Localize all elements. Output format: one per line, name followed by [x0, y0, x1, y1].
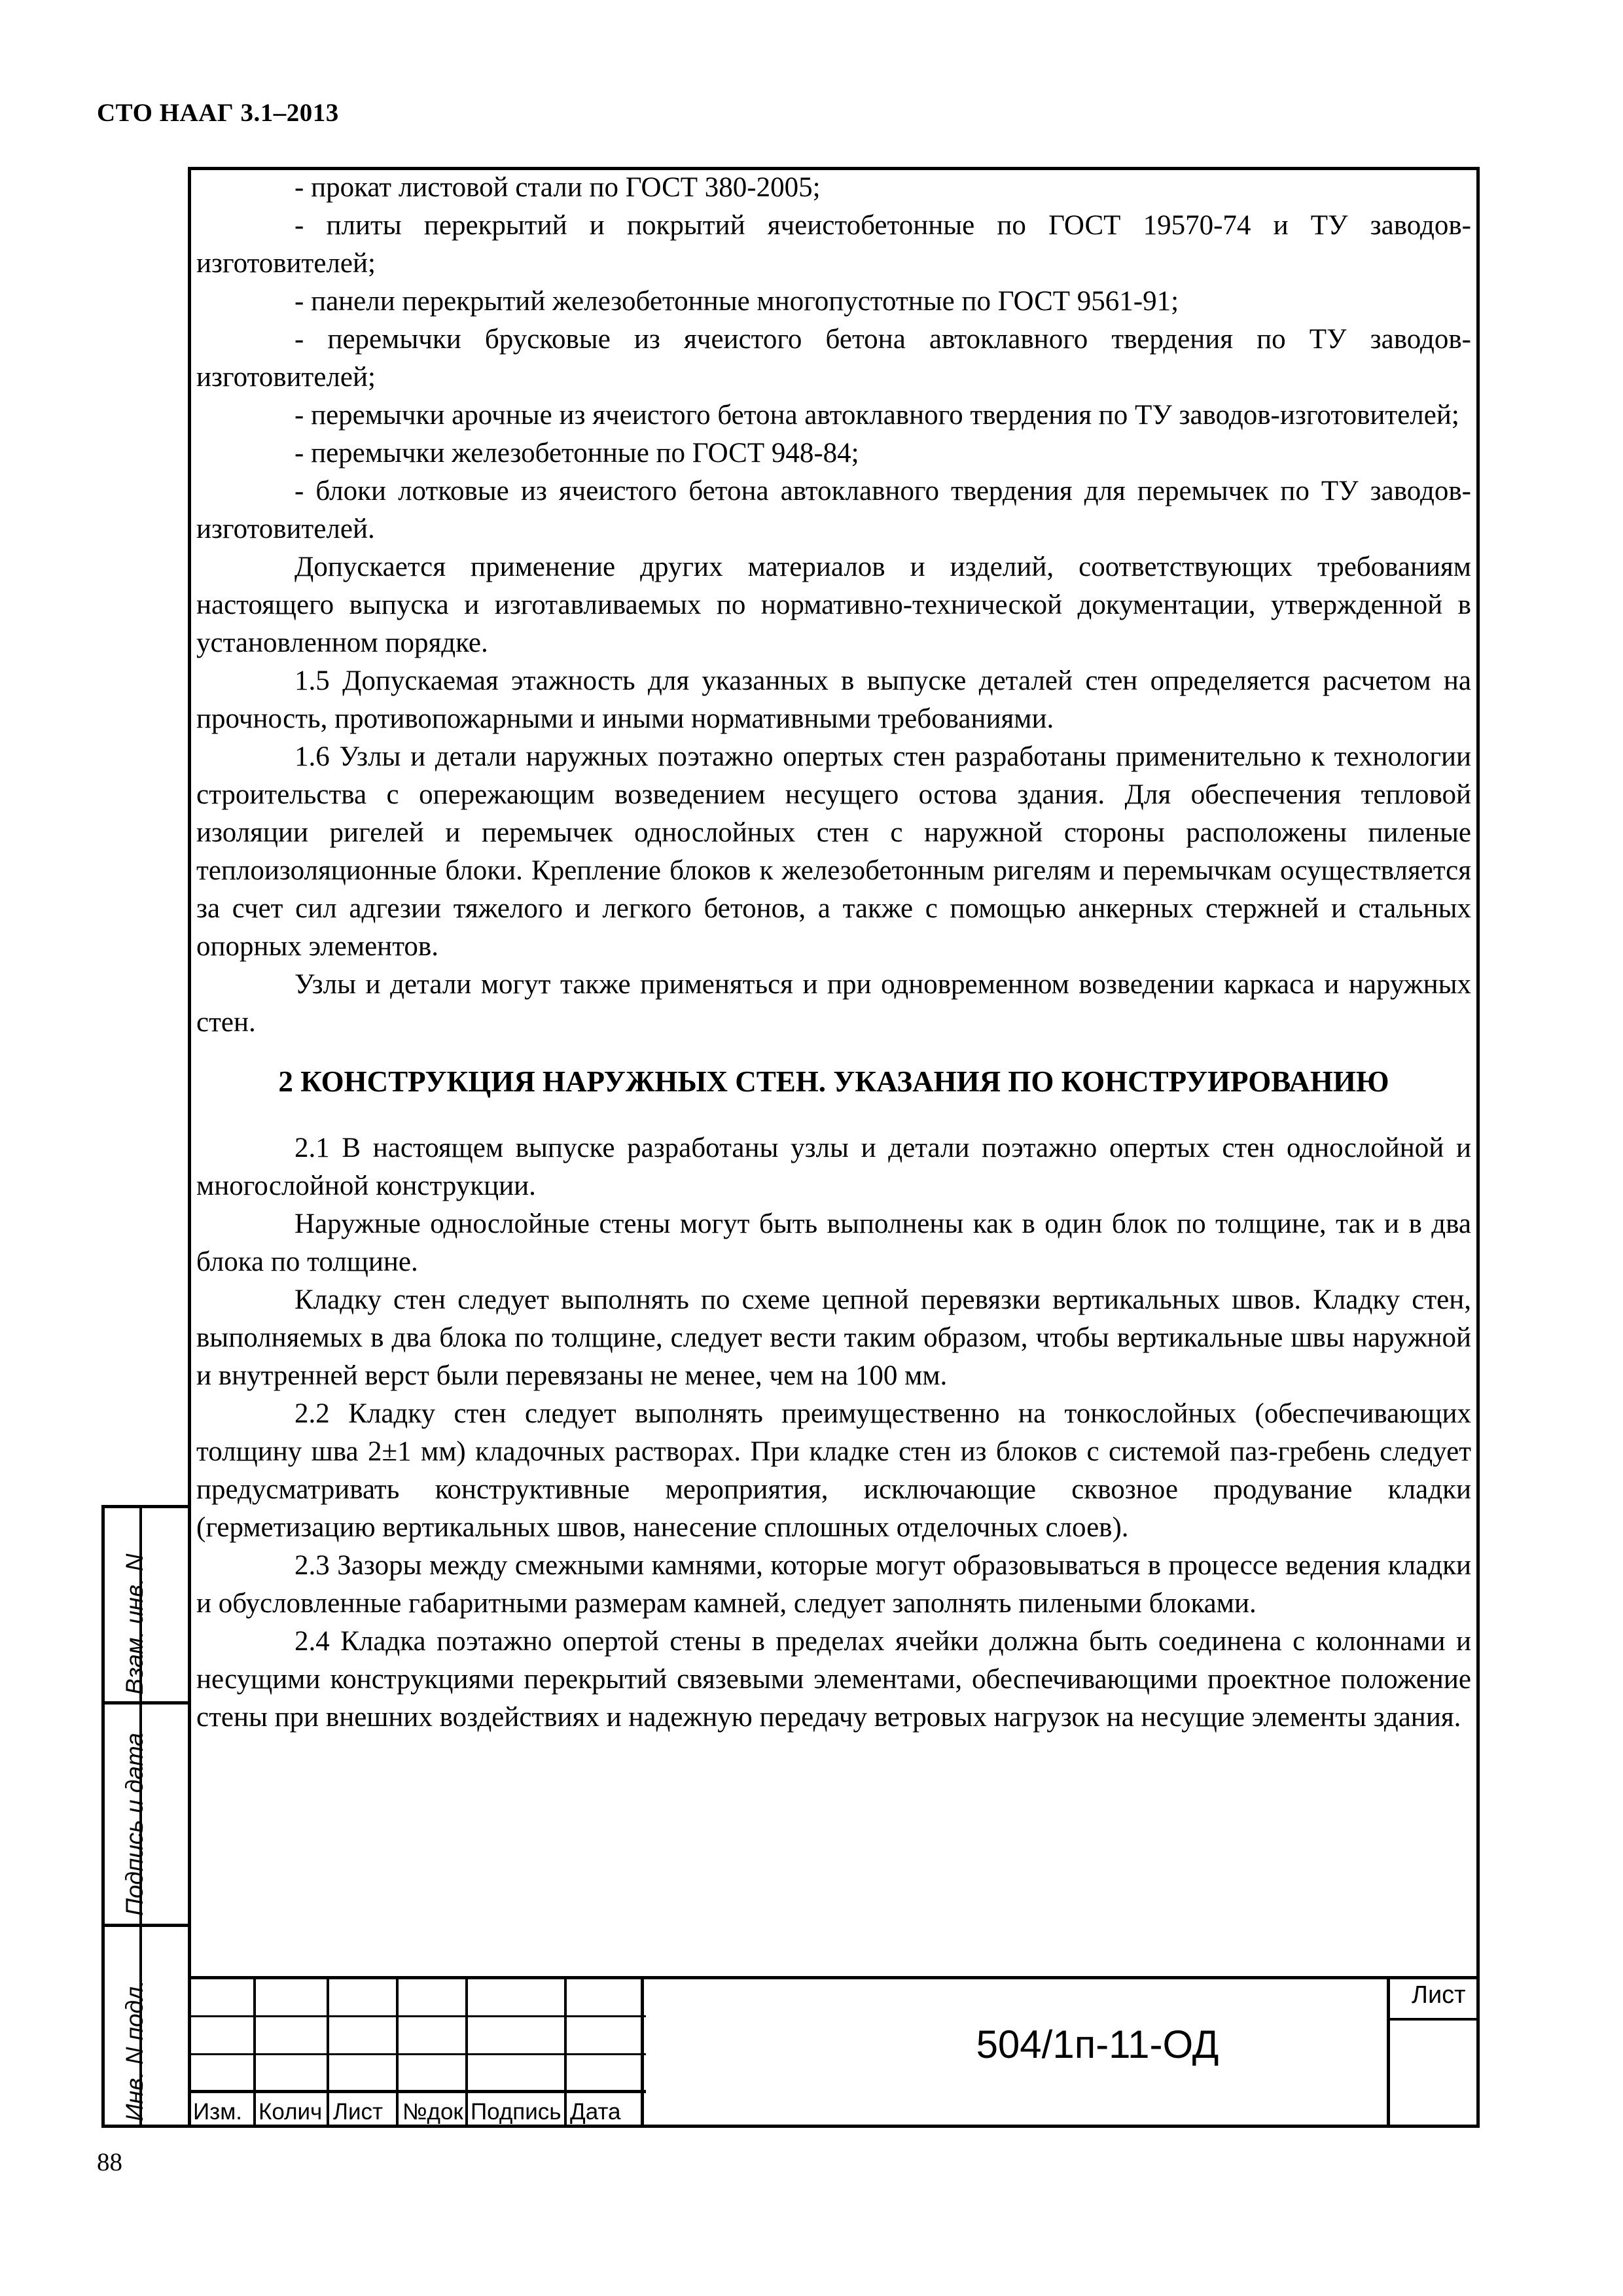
side-stamp: [101, 1505, 188, 2128]
column-label-quantity: Колич: [259, 2099, 323, 2125]
column-label-sheet: Лист: [333, 2099, 383, 2125]
list-item: - панели перекрытий железобетонные многопустотные по ГОСТ 9561-91;: [294, 286, 1179, 317]
main-text: [196, 169, 1471, 1737]
sheet-label: Лист: [1412, 1981, 1466, 2009]
title-block: [188, 1976, 1480, 2128]
paragraph: 1.5 Допускаемая этажность для указанных в выпуске деталей стен определяется расчетом на прочность, противопожарными и иными нормативными требованиями.: [196, 665, 1471, 734]
document-standard-header: СТО НААГ 3.1–2013: [97, 99, 339, 127]
paragraph: 2.2 Кладку стен следует выполнять преимущественно на тонкослойных (обеспечивающих толщину шва 2±1 мм) кладочных растворах. При кладке стен из блоков с системой паз-гребень следует предусматривать конструктивные мероприятия, исключающие сквозное продувание кладки (герметизацию вертикальных швов, нанесение сплошных отделочных слоев).: [196, 1398, 1471, 1543]
column-label-date: Дата: [570, 2099, 621, 2125]
section-heading: 2 КОНСТРУКЦИЯ НАРУЖНЫХ СТЕН. УКАЗАНИЯ ПО КОНСТРУИРОВАНИЮ: [278, 1065, 1389, 1098]
paragraph: 2.4 Кладка поэтажно опертой стены в пределах ячейки должна быть соединена с колоннами и несущими конструкциями перекрытий связевыми элементами, обеспечивающими проектное положение стены при внешних воздействиях и надежную передачу ветровых нагрузок на несущие элементы здания.: [196, 1626, 1471, 1733]
column-label-doc-number: №док: [402, 2099, 463, 2125]
list-item: - перемычки брусковые из ячеистого бетона автоклавного твердения по ТУ заводов-изготовителей;: [196, 324, 1471, 393]
list-item: - блоки лотковые из ячеистого бетона автоклавного твердения для перемычек по ТУ заводов-изготовителей.: [196, 476, 1471, 544]
list-item: - плиты перекрытий и покрытий ячеистобетонные по ГОСТ 19570-74 и ТУ заводов-изготовителей;: [196, 210, 1471, 279]
list-item: - перемычки железобетонные по ГОСТ 948-84;: [294, 438, 859, 468]
side-stamp-signature-date: Подпись и дата: [121, 1733, 148, 1916]
paragraph: 2.1 В настоящем выпуске разработаны узлы и детали поэтажно опертых стен однослойной и многослойной конструкции.: [196, 1133, 1471, 1201]
column-label-change: Изм.: [193, 2099, 242, 2125]
side-stamp-orig-inv: Инв. N подл.: [121, 1979, 148, 2121]
paragraph: Допускается применение других материалов и изделий, соответствующих требованиям настоящего выпуска и изготавливаемых по нормативно-технической документации, утвержденной в установленном порядке.: [196, 552, 1471, 658]
paragraph: Кладку стен следует выполнять по схеме цепной перевязки вертикальных швов. Кладку стен, выполняемых в два блока по толщине, следует вести таким образом, чтобы вертикальные швы наружной и внутренней верст были перевязаны не менее, чем на 100 мм.: [196, 1284, 1471, 1391]
paragraph: Наружные однослойные стены могут быть выполнены как в один блок по толщине, так и в два блока по толщине.: [196, 1209, 1471, 1277]
paragraph: 1.6 Узлы и детали наружных поэтажно опертых стен разработаны применительно к технологии строительства с опережающим возведением несущего остова здания. Для обеспечения тепловой изоляции ригелей и перемычек однослойных стен с наружной стороны расположены пиленые теплоизоляционные блоки. Крепление блоков к железобетонным ригелям и перемычкам осуществляется за счет сил адгезии тяжелого и легкого бетонов, а также с помощью анкерных стержней и стальных опорных элементов.: [196, 741, 1471, 962]
list-item: - перемычки арочные из ячеистого бетона автоклавного твердения по ТУ заводов-изготовителей;: [294, 400, 1459, 431]
page-number: 88: [97, 2148, 122, 2176]
side-stamp-replaced-inv: Взам. инв. N: [121, 1553, 148, 1695]
paragraph: 2.3 Зазоры между смежными камнями, которые могут образовываться в процессе ведения кладки и обусловленные габаритными размерам камней, следует заполнять пилеными блоками.: [196, 1550, 1471, 1619]
paragraph: Узлы и детали могут также применяться и при одновременном возведении каркаса и наружных стен.: [196, 969, 1471, 1038]
list-item: - прокат листовой стали по ГОСТ 380-2005;: [294, 172, 821, 203]
document-code: 504/1п-11-ОД: [976, 2022, 1219, 2066]
column-label-signature: Подпись: [471, 2099, 562, 2125]
